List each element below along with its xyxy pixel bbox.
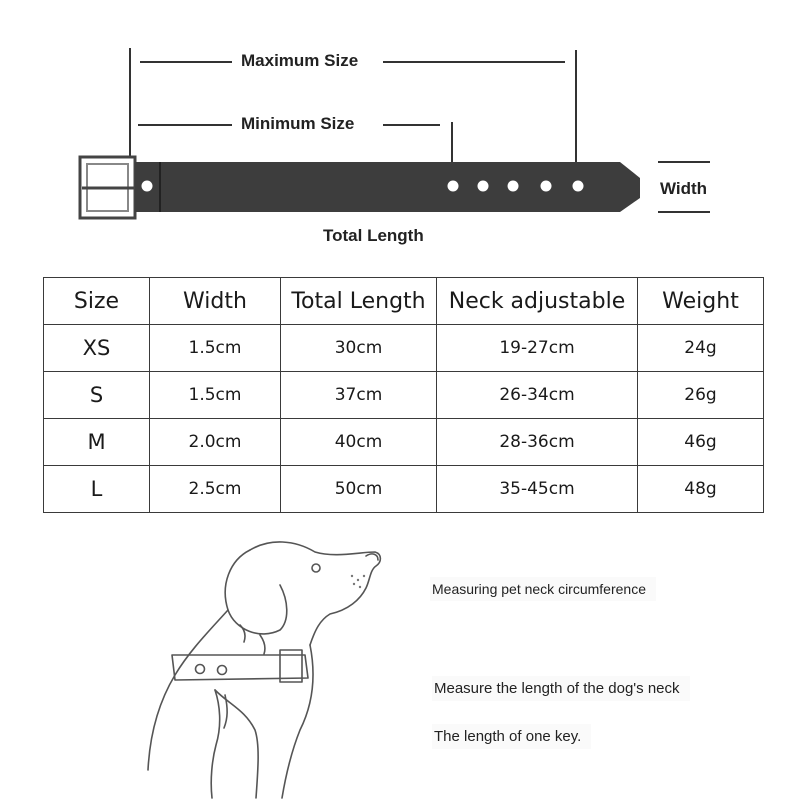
fur-mark [260, 635, 265, 654]
total-length-label: Total Length [323, 226, 424, 245]
cell-width: 1.5cm [150, 325, 281, 372]
dog-eye [312, 564, 320, 572]
cell-total-length: 40cm [281, 419, 437, 466]
hand-outline-right [215, 690, 258, 798]
table-header-row [44, 278, 764, 325]
note-measuring-neck: Measuring pet neck circumference [430, 577, 656, 601]
header-neck-adjustable: Neck adjustable [437, 278, 638, 325]
dog-collar [172, 655, 308, 680]
collar-diagram [0, 0, 800, 260]
strap-hole [573, 181, 584, 192]
dog-ear [225, 550, 287, 634]
dog-collar-hole [196, 665, 205, 674]
cell-size: S [44, 372, 150, 419]
header-weight: Weight [638, 278, 764, 325]
strap-hole [478, 181, 489, 192]
cell-size: L [44, 466, 150, 513]
table-row [44, 325, 764, 372]
cell-weight: 26g [638, 372, 764, 419]
cell-neck-adjustable: 26-34cm [437, 372, 638, 419]
note-one-key: The length of one key. [432, 724, 591, 749]
cell-neck-adjustable: 28-36cm [437, 419, 638, 466]
cell-weight: 24g [638, 325, 764, 372]
cell-total-length: 50cm [281, 466, 437, 513]
collar-strap [135, 162, 640, 212]
cell-size: XS [44, 325, 150, 372]
strap-hole [448, 181, 459, 192]
cell-weight: 46g [638, 419, 764, 466]
cell-width: 2.0cm [150, 419, 281, 466]
strap-hole [541, 181, 552, 192]
strap-hole-buckle [142, 181, 153, 192]
cell-total-length: 30cm [281, 325, 437, 372]
dog-nose [366, 554, 378, 560]
cell-total-length: 37cm [281, 372, 437, 419]
header-total-length: Total Length [281, 278, 437, 325]
dog-chest [282, 645, 313, 798]
table-row [44, 466, 764, 513]
note-measure-length: Measure the length of the dog's neck [432, 676, 690, 701]
table-row [44, 372, 764, 419]
hand-finger [224, 695, 227, 728]
dog-measuring-illustration [120, 530, 420, 800]
header-width: Width [150, 278, 281, 325]
cell-neck-adjustable: 19-27cm [437, 325, 638, 372]
size-table [43, 277, 764, 513]
dog-head-outline [250, 542, 380, 645]
strap-hole [508, 181, 519, 192]
cell-neck-adjustable: 35-45cm [437, 466, 638, 513]
min-size-label: Minimum Size [241, 114, 355, 133]
header-size: Size [44, 278, 150, 325]
dog-collar-hole [218, 666, 227, 675]
hand-outline [211, 690, 219, 798]
cell-width: 2.5cm [150, 466, 281, 513]
cell-weight: 48g [638, 466, 764, 513]
width-label: Width [660, 179, 708, 198]
max-size-label: Maximum Size [241, 51, 359, 70]
cell-size: M [44, 419, 150, 466]
table-row [44, 419, 764, 466]
cell-width: 1.5cm [150, 372, 281, 419]
